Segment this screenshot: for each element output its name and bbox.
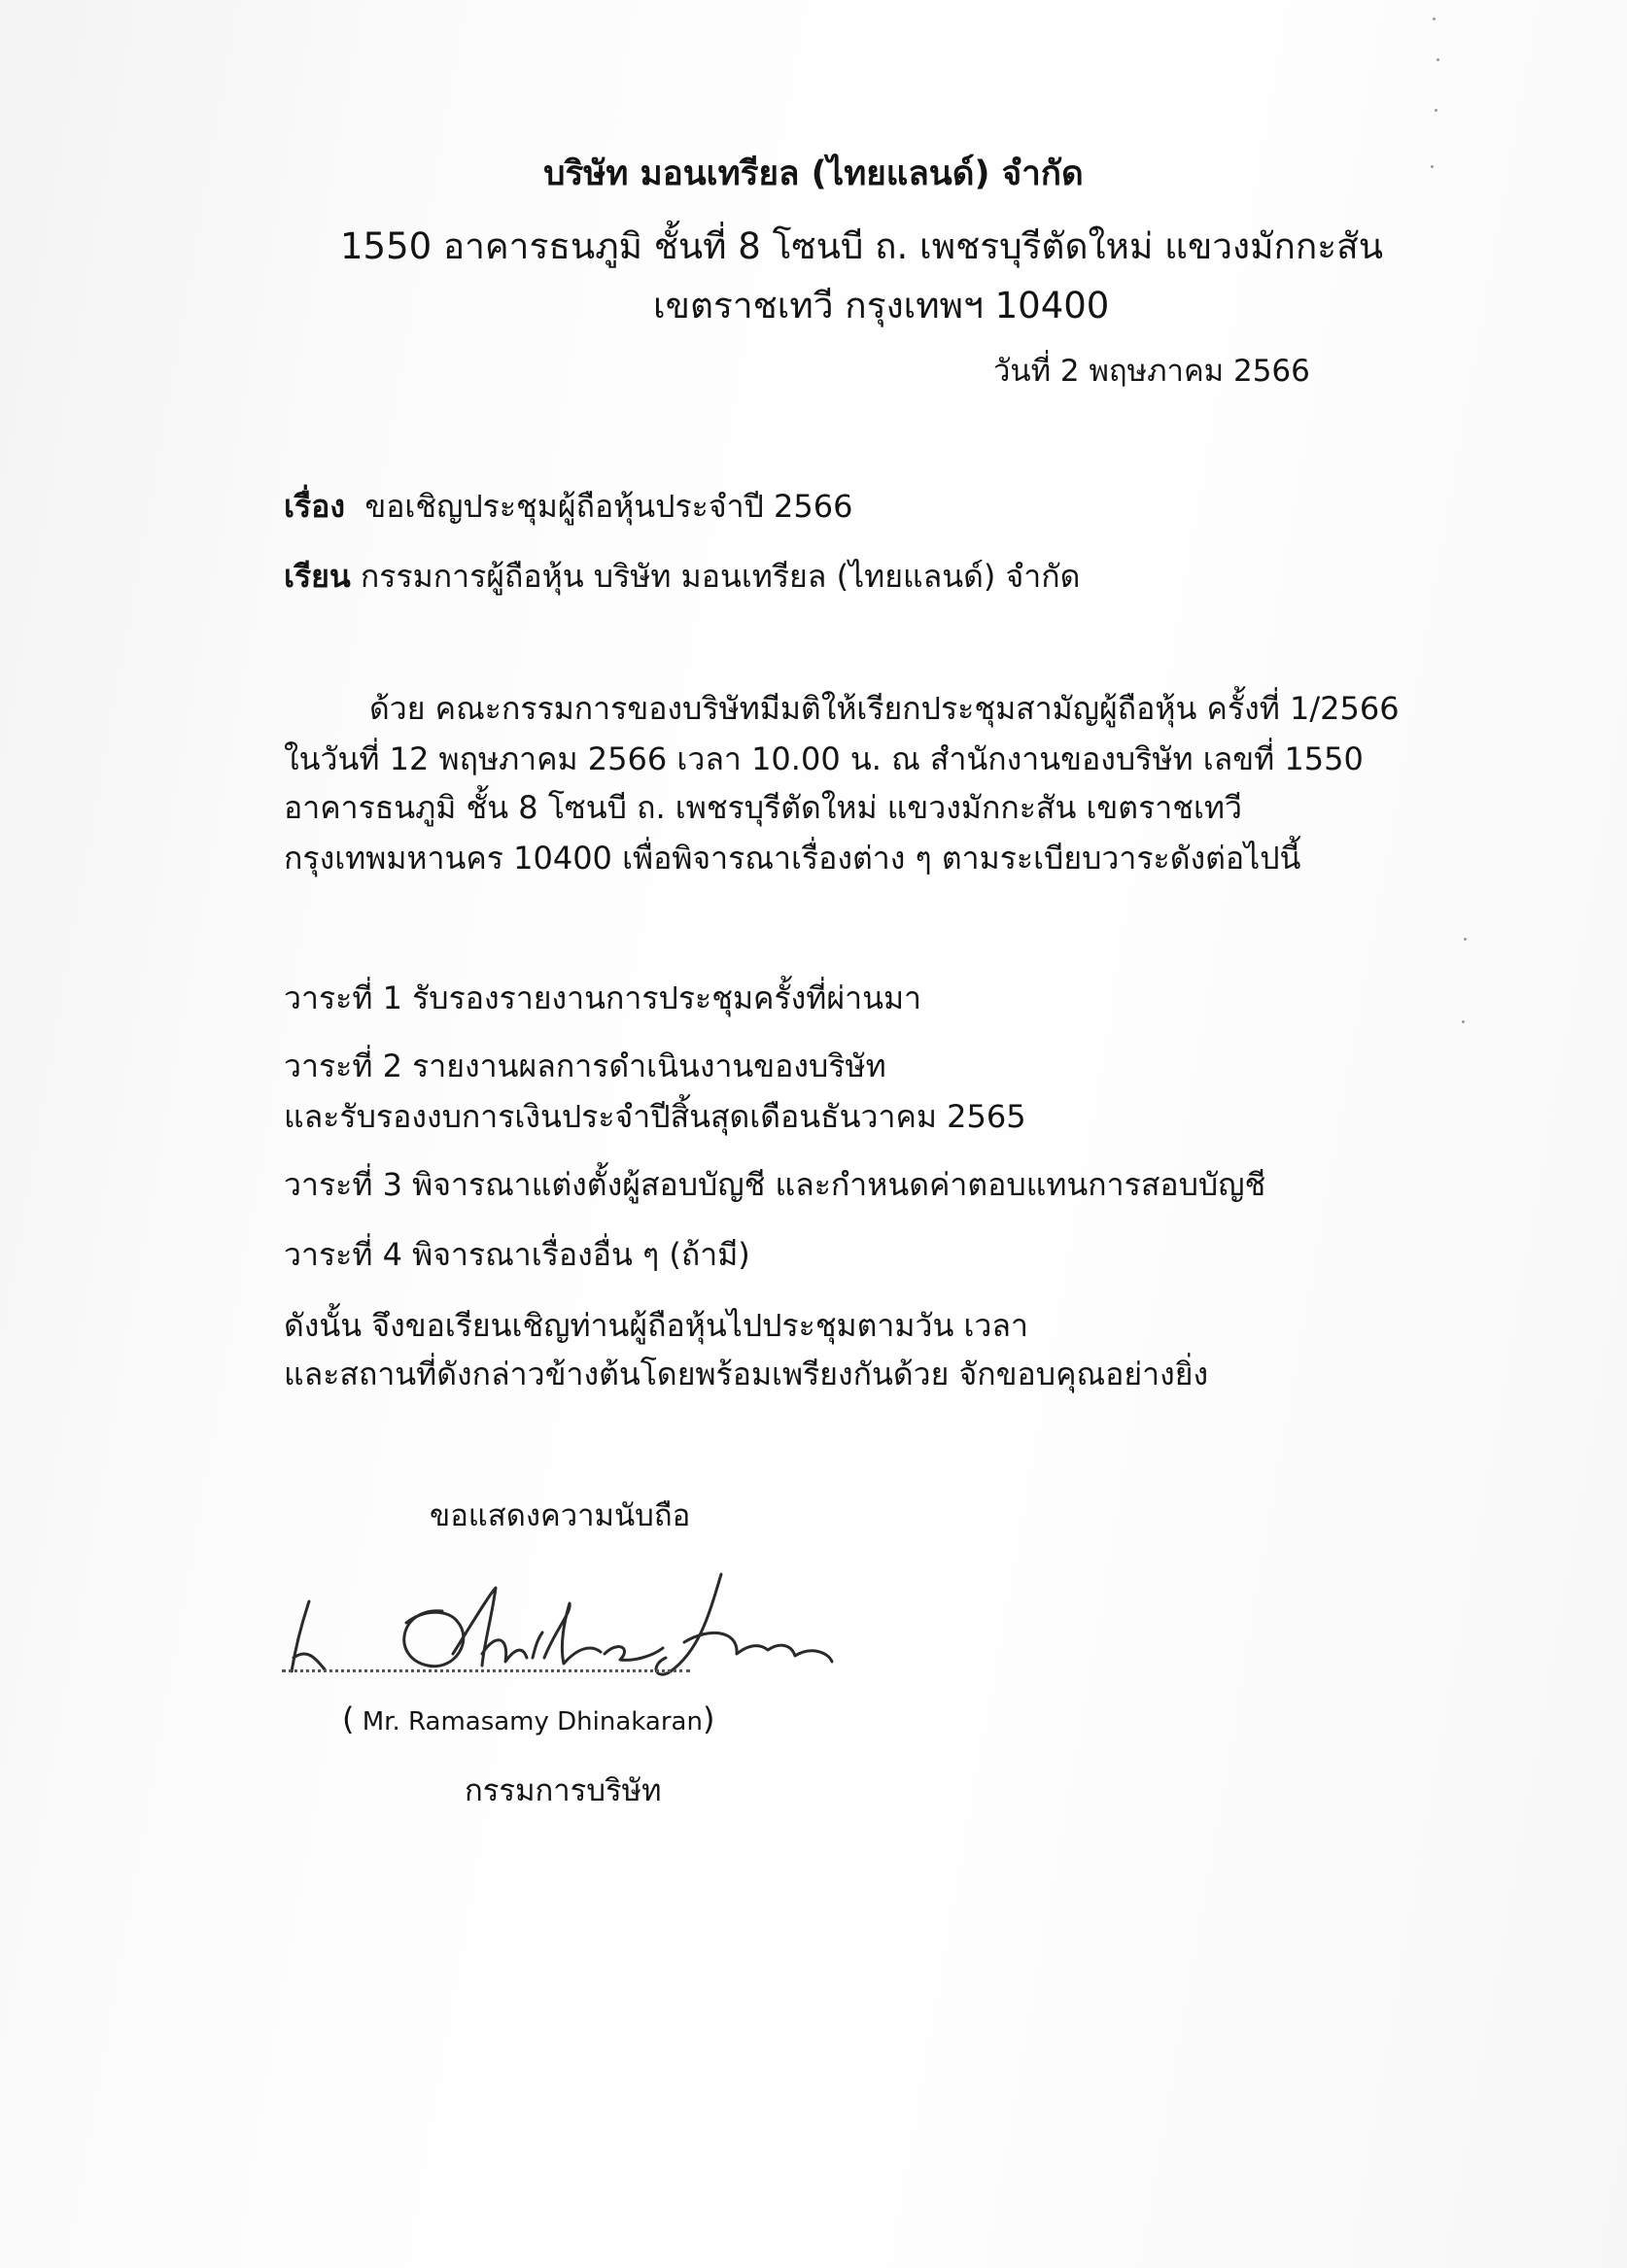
subject-line <box>284 488 852 525</box>
signer-title: กรรมการบริษัท <box>465 1773 662 1808</box>
subject-label: เรื่อง <box>284 488 345 525</box>
agenda-item-4: วาระที่ 4 พิจารณาเรื่องอื่น ๆ (ถ้ามี) <box>284 1236 750 1273</box>
company-address-line-2: เขตราชเทวี กรุงเทพฯ 10400 <box>653 285 1110 326</box>
recipient-line <box>284 558 1080 595</box>
agenda-item-2: วาระที่ 2 รายงานผลการดำเนินงานของบริษัท <box>284 1048 886 1084</box>
paper-speck <box>1464 938 1467 941</box>
agenda-item-3: วาระที่ 3 พิจารณาแต่งตั้งผู้สอบบัญชี และกำหนดค่าตอบแทนการสอบบัญชี <box>284 1166 1266 1203</box>
recipient-text: กรรมการผู้ถือหุ้น บริษัท มอนเทรียล (ไทยแลนด์) จำกัด <box>360 558 1081 595</box>
paper-speck <box>1435 109 1437 112</box>
body-line-4: กรุงเทพมหานคร 10400 เพื่อพิจารณาเรื่องต่าง ๆ ตามระเบียบวาระดังต่อไปนี้ <box>284 840 1301 876</box>
agenda-item-2-continued: และรับรองงบการเงินประจำปีสิ้นสุดเดือนธันวาคม 2565 <box>284 1098 1026 1135</box>
letter-date: วันที่ 2 พฤษภาคม 2566 <box>993 354 1310 389</box>
signature-line <box>282 1669 690 1672</box>
signer-open-paren: ( <box>342 1701 355 1737</box>
paper-speck <box>1437 58 1439 61</box>
company-address-line-1: 1550 อาคารธนภูมิ ชั้นที่ 8 โซนบี ถ. เพชรบุรีตัดใหม่ แขวงมักกะสัน <box>340 225 1384 267</box>
paper-speck <box>1462 1020 1465 1023</box>
subject-text: ขอเชิญประชุมผู้ถือหุ้นประจำปี 2566 <box>364 488 853 525</box>
agenda-item-1: วาระที่ 1 รับรองรายงานการประชุมครั้งที่ผ่านมา <box>284 979 922 1016</box>
signer-name-line <box>342 1701 714 1737</box>
closing-line-1: ดังนั้น จึงขอเรียนเชิญท่านผู้ถือหุ้นไปประชุมตามวัน เวลา <box>284 1307 1028 1344</box>
signer-close-paren: ) <box>702 1701 715 1737</box>
body-line-1: ด้วย คณะกรรมการของบริษัทมีมติให้เรียกประชุมสามัญผู้ถือหุ้น ครั้งที่ 1/2566 <box>369 690 1400 727</box>
signer-name: Mr. Ramasamy Dhinakaran <box>354 1707 703 1736</box>
body-line-3: อาคารธนภูมิ ชั้น 8 โซนบี ถ. เพชรบุรีตัดใหม่ แขวงมักกะสัน เขตราชเทวี <box>284 789 1242 826</box>
regards: ขอแสดงความนับถือ <box>430 1498 691 1533</box>
paper-speck <box>1431 165 1434 168</box>
recipient-label: เรียน <box>284 558 351 595</box>
company-name: บริษัท มอนเทรียล (ไทยแลนด์) จำกัด <box>543 155 1084 193</box>
closing-line-2: และสถานที่ดังกล่าวข้างต้นโดยพร้อมเพรียงกันด้วย จักขอบคุณอย่างยิ่ง <box>284 1356 1209 1392</box>
body-line-2: ในวันที่ 12 พฤษภาคม 2566 เวลา 10.00 น. ณ สำนักงานของบริษัท เลขที่ 1550 <box>284 740 1364 777</box>
paper-speck <box>1433 17 1436 20</box>
